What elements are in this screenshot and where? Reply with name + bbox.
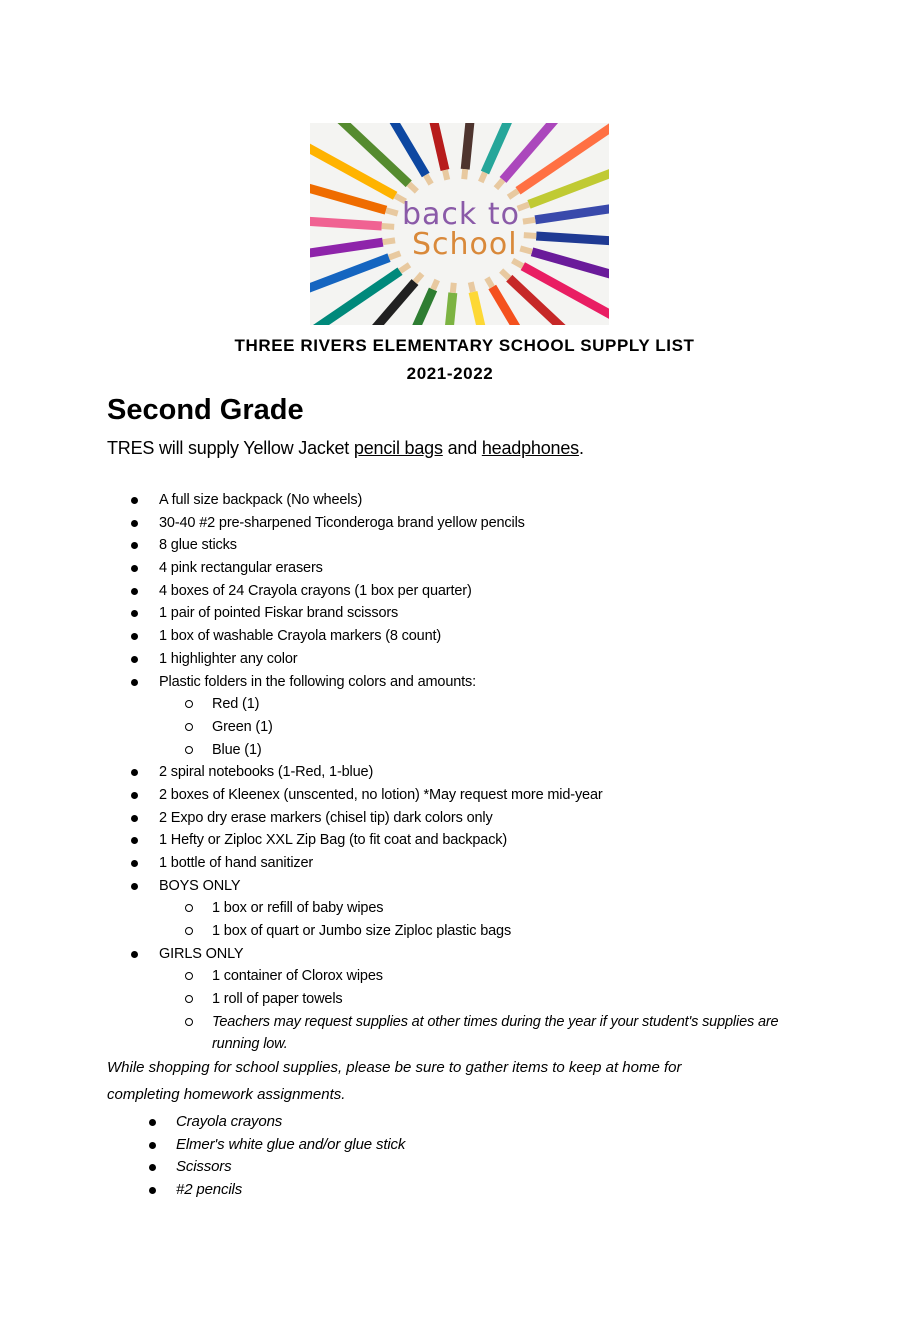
- supply-subitem: 1 roll of paper towels: [0, 988, 900, 1011]
- supply-item: Plastic folders in the following colors and amounts:: [0, 671, 900, 694]
- bullet-icon: [149, 1119, 156, 1126]
- hollow-bullet-icon: [185, 746, 193, 754]
- school-year: 2021-2022: [406, 364, 494, 383]
- supply-item: 2 boxes of Kleenex (unscented, no lotion) *May request more mid-year: [0, 784, 900, 807]
- pencil-tip: [433, 280, 437, 289]
- bullet-icon: [131, 588, 138, 595]
- pencil-tip: [389, 253, 400, 257]
- pencil-tip: [520, 248, 532, 251]
- hero-text-line2: School: [412, 227, 518, 262]
- hollow-bullet-icon: [185, 927, 193, 935]
- pencil-tip: [445, 170, 447, 180]
- hollow-bullet-icon: [185, 700, 193, 708]
- home-supplies-paragraph: While shopping for school supplies, please be sure to gather items to keep at home for completing homework assignments.: [107, 1059, 682, 1103]
- bullet-icon: [131, 860, 138, 867]
- supply-item: 1 highlighter any color: [0, 648, 900, 671]
- pencil-tip: [453, 283, 454, 293]
- supply-item: 1 Hefty or Ziploc XXL Zip Bag (to fit coat and backpack): [0, 829, 900, 852]
- pencil-tip: [382, 226, 394, 227]
- bullet-icon: [131, 565, 138, 572]
- bullet-icon: [131, 769, 138, 776]
- supply-item: BOYS ONLY: [0, 875, 900, 898]
- home-item: Scissors: [0, 1156, 900, 1179]
- supply-item: 1 pair of pointed Fiskar brand scissors: [0, 602, 900, 625]
- supply-subitem: Green (1): [0, 716, 900, 739]
- hollow-bullet-icon: [185, 1018, 193, 1026]
- bullet-icon: [131, 679, 138, 686]
- supply-item: 1 box of washable Crayola markers (8 count): [0, 625, 900, 648]
- pencil-tip: [523, 220, 535, 222]
- supply-item: 2 Expo dry erase markers (chisel tip) dark colors only: [0, 807, 900, 830]
- intro-prefix: TRES will supply Yellow Jacket: [107, 438, 354, 458]
- pencil-tip: [481, 173, 485, 182]
- bullet-icon: [131, 610, 138, 617]
- bullet-icon: [149, 1187, 156, 1194]
- supply-subitem: 1 box or refill of baby wipes: [0, 897, 900, 920]
- bullet-icon: [131, 883, 138, 890]
- pencil-tip: [464, 169, 465, 179]
- home-item: Crayola crayons: [0, 1111, 900, 1134]
- home-item: Elmer's white glue and/or glue stick: [0, 1134, 900, 1157]
- bullet-icon: [131, 497, 138, 504]
- pencil-tip: [524, 235, 536, 236]
- hero-text-line1: back to: [402, 197, 520, 232]
- back-to-school-image: [310, 123, 609, 325]
- hollow-bullet-icon: [185, 904, 193, 912]
- headphones-link: headphones: [481, 438, 579, 458]
- home-item: #2 pencils: [0, 1179, 900, 1202]
- colored-pencils-illustration: [310, 123, 609, 325]
- supply-subitem: Blue (1): [0, 739, 900, 762]
- bullet-icon: [131, 837, 138, 844]
- bullet-icon: [131, 815, 138, 822]
- intro-sentence: [107, 434, 584, 462]
- intro-suffix: .: [578, 438, 584, 458]
- supply-item: 8 glue sticks: [0, 534, 900, 557]
- supply-item: 4 boxes of 24 Crayola crayons (1 box per quarter): [0, 580, 900, 603]
- supply-subitem: Red (1): [0, 693, 900, 716]
- pencil-bags-link: pencil bags: [353, 438, 443, 458]
- hollow-bullet-icon: [185, 972, 193, 980]
- intro-middle: and: [442, 438, 482, 458]
- supply-item: 1 bottle of hand sanitizer: [0, 852, 900, 875]
- supply-item: A full size backpack (No wheels): [0, 489, 900, 512]
- bullet-icon: [131, 520, 138, 527]
- bullet-icon: [149, 1142, 156, 1149]
- pencil-tip: [471, 282, 473, 292]
- bullet-icon: [131, 633, 138, 640]
- pencil-tip: [383, 240, 395, 242]
- hollow-bullet-icon: [185, 723, 193, 731]
- supply-subitem: 1 container of Clorox wipes: [0, 965, 900, 988]
- bullet-icon: [131, 542, 138, 549]
- supply-list: [0, 489, 900, 1057]
- supply-item: 30-40 #2 pre-sharpened Ticonderoga brand yellow pencils: [0, 512, 900, 535]
- home-supply-list: [0, 1111, 900, 1202]
- supply-item: 2 spiral notebooks (1-Red, 1-blue): [0, 761, 900, 784]
- hollow-bullet-icon: [185, 995, 193, 1003]
- grade-heading: Second Grade: [107, 394, 304, 426]
- document-title: THREE RIVERS ELEMENTARY SCHOOL SUPPLY LIST: [234, 336, 695, 355]
- teacher-note: Teachers may request supplies at other times during the year if your student's supplies are running low.: [0, 1011, 900, 1057]
- supply-subitem: 1 box of quart or Jumbo size Ziploc plastic bags: [0, 920, 900, 943]
- pencil-tip: [386, 210, 398, 213]
- bullet-icon: [149, 1164, 156, 1171]
- bullet-icon: [131, 792, 138, 799]
- bullet-icon: [131, 656, 138, 663]
- bullet-icon: [131, 951, 138, 958]
- supply-item: 4 pink rectangular erasers: [0, 557, 900, 580]
- supply-item: GIRLS ONLY: [0, 943, 900, 966]
